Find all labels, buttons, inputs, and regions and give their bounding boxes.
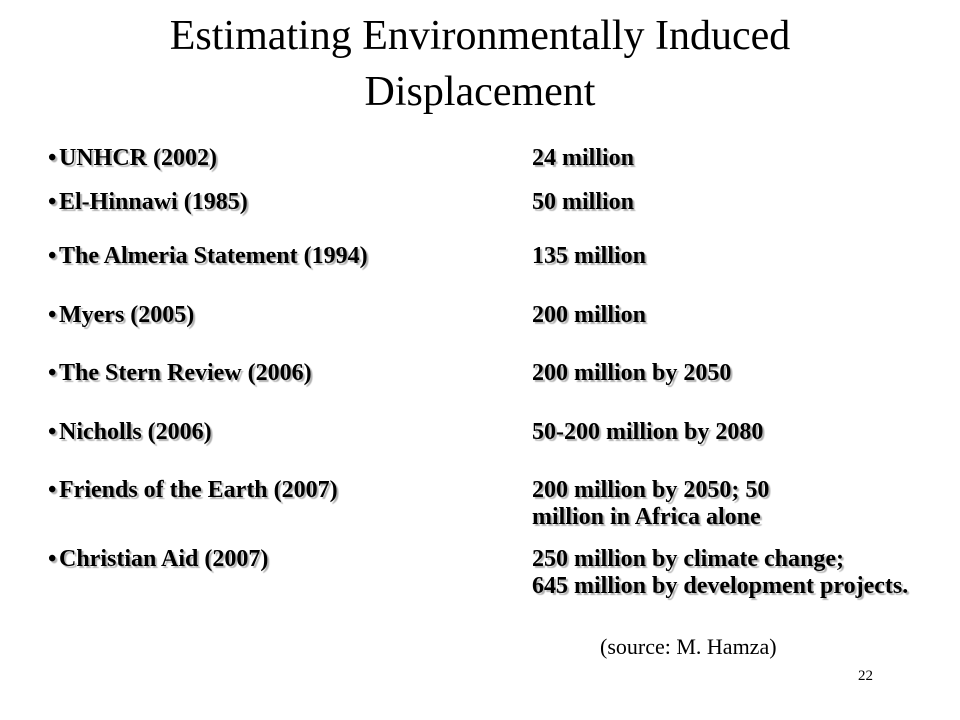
estimate-source: [48, 419, 212, 446]
estimate-value: [532, 419, 763, 446]
estimate-value-line: 200 million: [532, 302, 647, 328]
estimate-source: [48, 145, 217, 172]
estimate-source-text: The Almeria Statement (1994): [59, 243, 368, 269]
estimate-source-text: Friends of the Earth (2007): [59, 477, 338, 503]
estimate-value: [532, 302, 646, 329]
estimate-value: [532, 360, 731, 387]
estimate-value-line: 135 million: [532, 243, 647, 269]
bullet-icon: •: [48, 360, 57, 386]
source-note: (source: M. Hamza): [600, 634, 777, 659]
bullet-icon: •: [48, 243, 57, 269]
estimate-source-text: The Stern Review (2006): [59, 360, 312, 386]
slide-title-line-1: Estimating Environmentally Induced: [169, 13, 791, 59]
page-number: 22: [858, 668, 873, 684]
estimate-source: [48, 360, 312, 387]
estimate-value: [532, 243, 646, 270]
bullet-icon: •: [48, 419, 57, 445]
estimates-list: [48, 0, 948, 720]
estimate-value-line: 200 million by 2050: [532, 360, 732, 386]
estimate-value-line: 50 million: [532, 189, 635, 215]
bullet-icon: •: [48, 477, 57, 503]
estimate-source-text: UNHCR (2002): [59, 145, 217, 171]
estimate-source-text: Myers (2005): [59, 302, 195, 328]
estimate-source: [48, 546, 268, 573]
bullet-icon: •: [48, 546, 57, 572]
estimate-value-line: 645 million by development projects.: [532, 573, 909, 599]
bullet-icon: •: [48, 302, 57, 328]
estimate-value-line: 24 million: [532, 145, 635, 171]
bullet-icon: •: [48, 145, 57, 171]
estimate-value-line: 200 million by 2050; 50: [532, 477, 770, 503]
estimate-source: [48, 189, 248, 216]
estimate-source: [48, 477, 338, 504]
estimate-value-line: 250 million by climate change;: [532, 546, 844, 572]
estimate-source: [48, 243, 368, 270]
estimate-value-line: 50-200 million by 2080: [532, 419, 764, 445]
estimate-source-text: Nicholls (2006): [59, 419, 212, 445]
estimate-value-line: million in Africa alone: [532, 504, 761, 530]
estimate-value: [532, 477, 769, 531]
estimate-value: [532, 145, 634, 172]
estimate-source-text: El-Hinnawi (1985): [59, 189, 248, 215]
estimate-value: [532, 189, 634, 216]
estimate-source: [48, 302, 194, 329]
estimate-source-text: Christian Aid (2007): [59, 546, 269, 572]
slide-title-line-2: Displacement: [364, 69, 596, 115]
estimate-value: [532, 546, 908, 600]
bullet-icon: •: [48, 189, 57, 215]
